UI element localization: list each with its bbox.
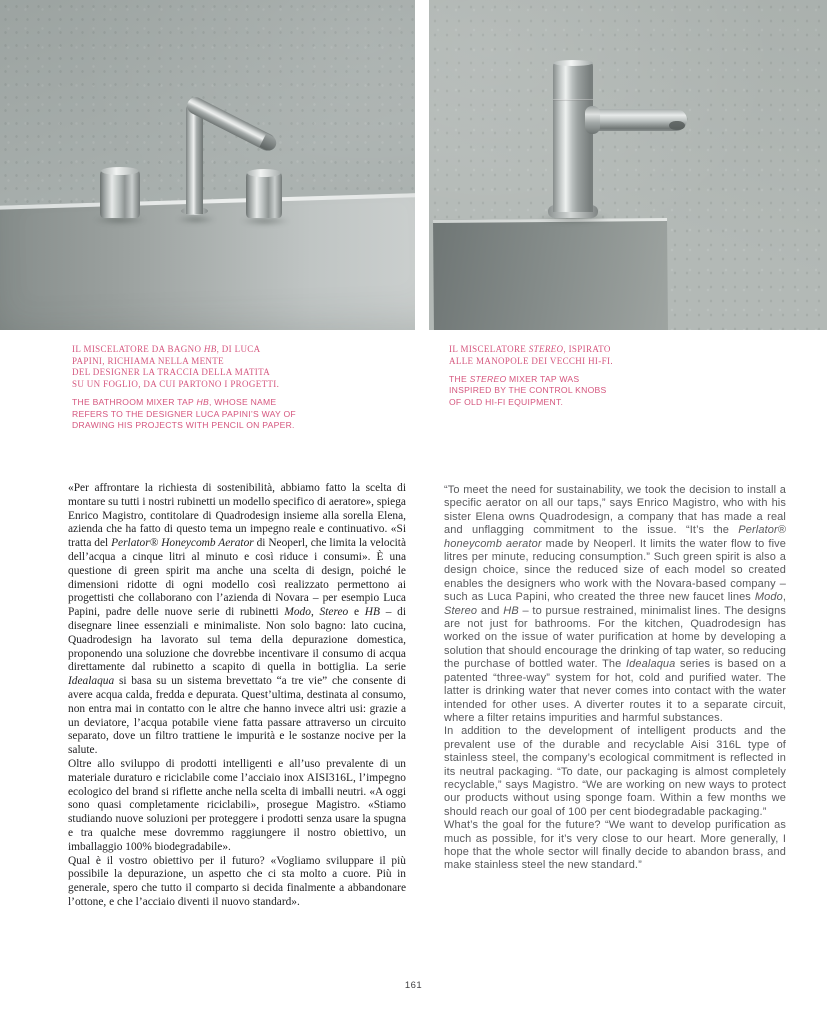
mixer-knob-right bbox=[246, 172, 282, 218]
spout-riser bbox=[186, 102, 203, 214]
caption-right-english: THE STEREO MIXER TAP WAS INSPIRED BY THE CONTROL KNOBS OF OLD HI-FI EQUIPMENT. bbox=[449, 374, 607, 407]
spout-shadow bbox=[176, 215, 216, 224]
caption-right-italian: IL MISCELATORE STEREO, ISPIRATO ALLE MANOPOLE DEI VECCHI HI-FI. bbox=[449, 344, 613, 366]
hb-mixer-photo bbox=[0, 0, 415, 330]
caption-right-block bbox=[449, 344, 779, 408]
stereo-mixer-photo bbox=[429, 0, 827, 330]
english-paragraph: “To meet the need for sustainability, we took the decision to install a specific aerator on all our taps,” says Enrico Magistro, who with his sister Elena owns Quadrodesign, a company that has made a real and unflagging commitment to the issue. “It’s the Perlator® honeycomb aerator made by Neoperl. It limits the water flow to five litres per minute, reducing consumption.” Such green spirit is also a design choice, since the reduced size of each model so created enables the designers who work with the Novara-based company – such as Luca Papini, who created the three new faucet lines Modo, Stereo and HB – to pursue restrained, minimalist lines. The designs are not just for bathrooms. For the kitchen, Quadrodesign has worked on the issue of water purification at home by developing a solution that should encourage the drinking of tap water, so reducing the purchase of bottled water. The Idealaqua series is based on a patented “three-way” system for hot, cold and purified water. The latter is drinking water that never comes into contact with the water intended for other uses. A diverter routes it to a separate circuit, where a filter retains impurities and harmful substances. bbox=[444, 484, 786, 724]
italian-paragraph: Qual è il vostro obiettivo per il futuro? «Vogliamo sviluppare il più possibile la depurazione, un aspetto che ci sta molto a cuore. Più in generale, spero che tutto il comparto si decida finalmente a abbandonare l’ottone, e che l’acciaio diventi il nuovo standard». bbox=[68, 854, 406, 908]
english-paragraph: What’s the goal for the future? “We want to develop purification as much as possible, for it’s very close to our heart. More generally, I hope that the whole sector will finally decide to abandon brass, and make stainless steel the new standard.” bbox=[444, 819, 786, 872]
caption-left-block bbox=[72, 344, 402, 431]
pedestal-block bbox=[433, 218, 668, 330]
italian-paragraph: Oltre allo sviluppo di prodotti intelligenti e all’uso prevalente di un materiale duraturo e riciclabile come l’acciaio inox AISI316L, l’impegno ecologico del brand si riflette anche nella scelta di imballi neutri. «A oggi sono quasi completamente riciclabili», prosegue Magistro. «Stiamo studiando nuove soluzioni per proteggere i prodotti senza usare la spugna e tra qualche mese dovremmo raggiungere il nostro obiettivo, un imballaggio 100% biodegradabile». bbox=[68, 757, 406, 853]
page-number: 161 bbox=[404, 980, 423, 991]
caption-left-english: THE BATHROOM MIXER TAP HB, WHOSE NAME REFERS TO THE DESIGNER LUCA PAPINI’S WAY OF DRAWING HIS PROJECTS WITH PENCIL ON PAPER. bbox=[72, 397, 296, 430]
caption-left-italian: IL MISCELATORE DA BAGNO HB, DI LUCA PAPINI, RICHIAMA NELLA MENTE DEL DESIGNER LA TRACCIA DELLA MATITA SU UN FOGLIO, DA CUI PARTONO I PROGETTI. bbox=[72, 344, 280, 389]
tap-body-cylinder bbox=[553, 62, 593, 212]
tap-spout-collar bbox=[585, 106, 600, 134]
english-paragraph: In addition to the development of intelligent products and the prevalent use of the durable and recyclable Aisi 316L type of stainless steel, the company’s ecological commitment is reflected in its neutral packaging. “To date, our packaging is almost completely recyclable,” says Magistro. “We are working on new ways to protect our products without using sponge foam. Within a few months we should reach our goal of 100 per cent biodegradable packaging.” bbox=[444, 725, 786, 818]
pedestal-block bbox=[0, 192, 415, 330]
body-column-italian bbox=[68, 482, 406, 910]
body-column-english bbox=[444, 484, 786, 873]
tap-horizontal-spout bbox=[587, 109, 687, 131]
italian-paragraph: «Per affrontare la richiesta di sostenibilità, abbiamo fatto la scelta di montare su tutti i nostri rubinetti un modello specifico di aeratore», spiega Enrico Magistro, contitolare di Quadrodesign insieme alla sorella Elena, azienda che ha fatto di questo tema un impegno reale e continuativo. «Si tratta del Perlator® Honeycomb Aerator di Neoperl, che limita la velocità dell’acqua a cinque litri al minuto e così riduce i consumi». È una questione di green spirit ma anche una scelta di design, poiché le dimensioni ridotte di ogni modello così realizzato permettono ai progettisti che collaborano con l’azienda di Novara – per esempio Luca Papini, padre delle nuove serie di rubinetti Modo, Stereo e HB – di disegnare linee essenziali e minimaliste. Non solo bagno: lato cucina, Quadrodesign ha lavorato sul tema della depurazione domestica, proponendo una soluzione che dovrebbe incentivare il consumo di acqua direttamente dal rubinetto a scapito di quella in bottiglia. La serie Idealaqua si basa su un sistema brevettato “a tre vie” che consente di avere acqua calda, fredda e depurata. Quest’ultima, destinata al consumo, non entra mai in contatto con le altre che hanno invece altri usi: grazie a un deviatore, l’acqua potabile viene fatta passare attraverso un circuito separato, dove un filtro trattiene le impurità e le sostanze nocive per la salute. bbox=[68, 482, 407, 757]
mixer-knob-left bbox=[100, 170, 140, 218]
